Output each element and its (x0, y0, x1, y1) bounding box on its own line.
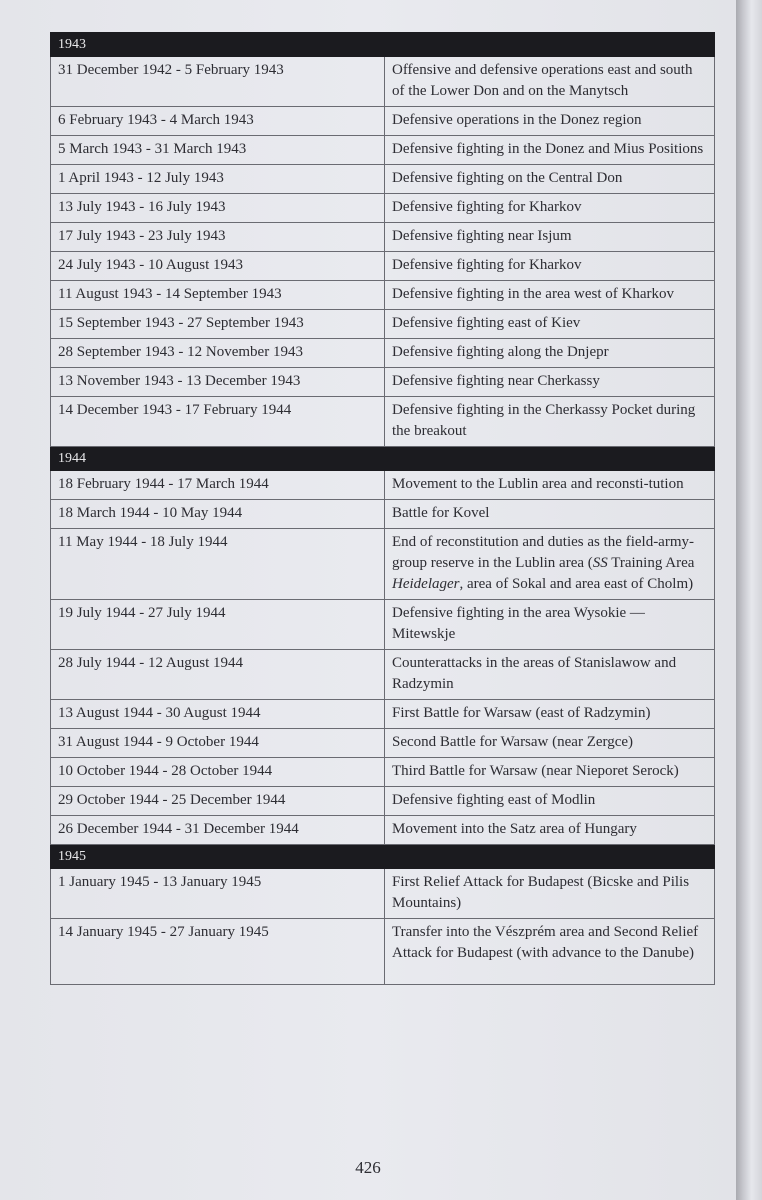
table-row (51, 787, 715, 816)
table-row (51, 758, 715, 787)
event-cell: Defensive fighting east of Modlin (385, 787, 715, 816)
date-range-cell: 14 January 1945 - 27 January 1945 (51, 919, 385, 985)
event-cell: Defensive operations in the Donez region (385, 107, 715, 136)
event-cell: Defensive fighting for Kharkov (385, 252, 715, 281)
table-row (51, 368, 715, 397)
date-range-cell: 13 July 1943 - 16 July 1943 (51, 194, 385, 223)
date-range-cell: 26 December 1944 - 31 December 1944 (51, 816, 385, 845)
page-number: 426 (355, 1158, 381, 1177)
year-header: 1943 (51, 33, 715, 57)
event-cell: Movement into the Satz area of Hungary (385, 816, 715, 845)
date-range-cell: 15 September 1943 - 27 September 1943 (51, 310, 385, 339)
event-cell: Second Battle for Warsaw (near Zergce) (385, 729, 715, 758)
next-page-edge (736, 0, 762, 1200)
date-range-cell: 18 February 1944 - 17 March 1944 (51, 471, 385, 500)
table-row (51, 919, 715, 985)
date-range-cell: 28 July 1944 - 12 August 1944 (51, 650, 385, 700)
year-header-row (51, 845, 715, 869)
date-range-cell: 31 August 1944 - 9 October 1944 (51, 729, 385, 758)
year-header-row (51, 33, 715, 57)
table-row (51, 223, 715, 252)
table-row (51, 165, 715, 194)
date-range-cell: 18 March 1944 - 10 May 1944 (51, 500, 385, 529)
table-row (51, 729, 715, 758)
table-row (51, 397, 715, 447)
event-cell: End of reconstitution and duties as the field-army-group reserve in the Lublin area (SS Training Area Heidelager, area of Sokal and area east of Cholm) (385, 529, 715, 600)
table-row (51, 600, 715, 650)
event-cell: Defensive fighting near Isjum (385, 223, 715, 252)
table-row (51, 700, 715, 729)
date-range-cell: 14 December 1943 - 17 February 1944 (51, 397, 385, 447)
date-range-cell: 6 February 1943 - 4 March 1943 (51, 107, 385, 136)
year-header: 1944 (51, 447, 715, 471)
table-row (51, 107, 715, 136)
event-cell: Third Battle for Warsaw (near Nieporet Serock) (385, 758, 715, 787)
table-row (51, 471, 715, 500)
date-range-cell: 19 July 1944 - 27 July 1944 (51, 600, 385, 650)
table-row (51, 529, 715, 600)
table-row (51, 136, 715, 165)
event-cell: First Battle for Warsaw (east of Radzymin) (385, 700, 715, 729)
event-cell: Defensive fighting east of Kiev (385, 310, 715, 339)
event-cell: First Relief Attack for Budapest (Bicske and Pilis Mountains) (385, 869, 715, 919)
table-row (51, 281, 715, 310)
date-range-cell: 1 April 1943 - 12 July 1943 (51, 165, 385, 194)
table-row (51, 339, 715, 368)
date-range-cell: 28 September 1943 - 12 November 1943 (51, 339, 385, 368)
year-header: 1945 (51, 845, 715, 869)
chronology-table (50, 32, 715, 985)
event-cell: Defensive fighting along the Dnjepr (385, 339, 715, 368)
date-range-cell: 11 May 1944 - 18 July 1944 (51, 529, 385, 600)
table-row (51, 500, 715, 529)
event-cell: Offensive and defensive operations east and south of the Lower Don and on the Manytsch (385, 57, 715, 107)
date-range-cell: 31 December 1942 - 5 February 1943 (51, 57, 385, 107)
event-cell: Transfer into the Vészprém area and Second Relief Attack for Budapest (with advance to the Danube) (385, 919, 715, 985)
date-range-cell: 29 October 1944 - 25 December 1944 (51, 787, 385, 816)
date-range-cell: 24 July 1943 - 10 August 1943 (51, 252, 385, 281)
event-cell: Defensive fighting on the Central Don (385, 165, 715, 194)
date-range-cell: 13 November 1943 - 13 December 1943 (51, 368, 385, 397)
table-row (51, 310, 715, 339)
date-range-cell: 17 July 1943 - 23 July 1943 (51, 223, 385, 252)
date-range-cell: 11 August 1943 - 14 September 1943 (51, 281, 385, 310)
table-row (51, 650, 715, 700)
date-range-cell: 10 October 1944 - 28 October 1944 (51, 758, 385, 787)
table-row (51, 869, 715, 919)
event-cell: Defensive fighting for Kharkov (385, 194, 715, 223)
event-cell: Movement to the Lublin area and reconsti-tution (385, 471, 715, 500)
event-cell: Defensive fighting in the Cherkassy Pocket during the breakout (385, 397, 715, 447)
event-cell: Counterattacks in the areas of Stanislawow and Radzymin (385, 650, 715, 700)
event-cell: Defensive fighting in the Donez and Mius Positions (385, 136, 715, 165)
event-cell: Defensive fighting near Cherkassy (385, 368, 715, 397)
event-cell: Defensive fighting in the area west of Kharkov (385, 281, 715, 310)
date-range-cell: 1 January 1945 - 13 January 1945 (51, 869, 385, 919)
table-row (51, 57, 715, 107)
date-range-cell: 5 March 1943 - 31 March 1943 (51, 136, 385, 165)
event-cell: Defensive fighting in the area Wysokie — Mitewskje (385, 600, 715, 650)
date-range-cell: 13 August 1944 - 30 August 1944 (51, 700, 385, 729)
table-row (51, 816, 715, 845)
table-row (51, 194, 715, 223)
table-row (51, 252, 715, 281)
event-cell: Battle for Kovel (385, 500, 715, 529)
year-header-row (51, 447, 715, 471)
